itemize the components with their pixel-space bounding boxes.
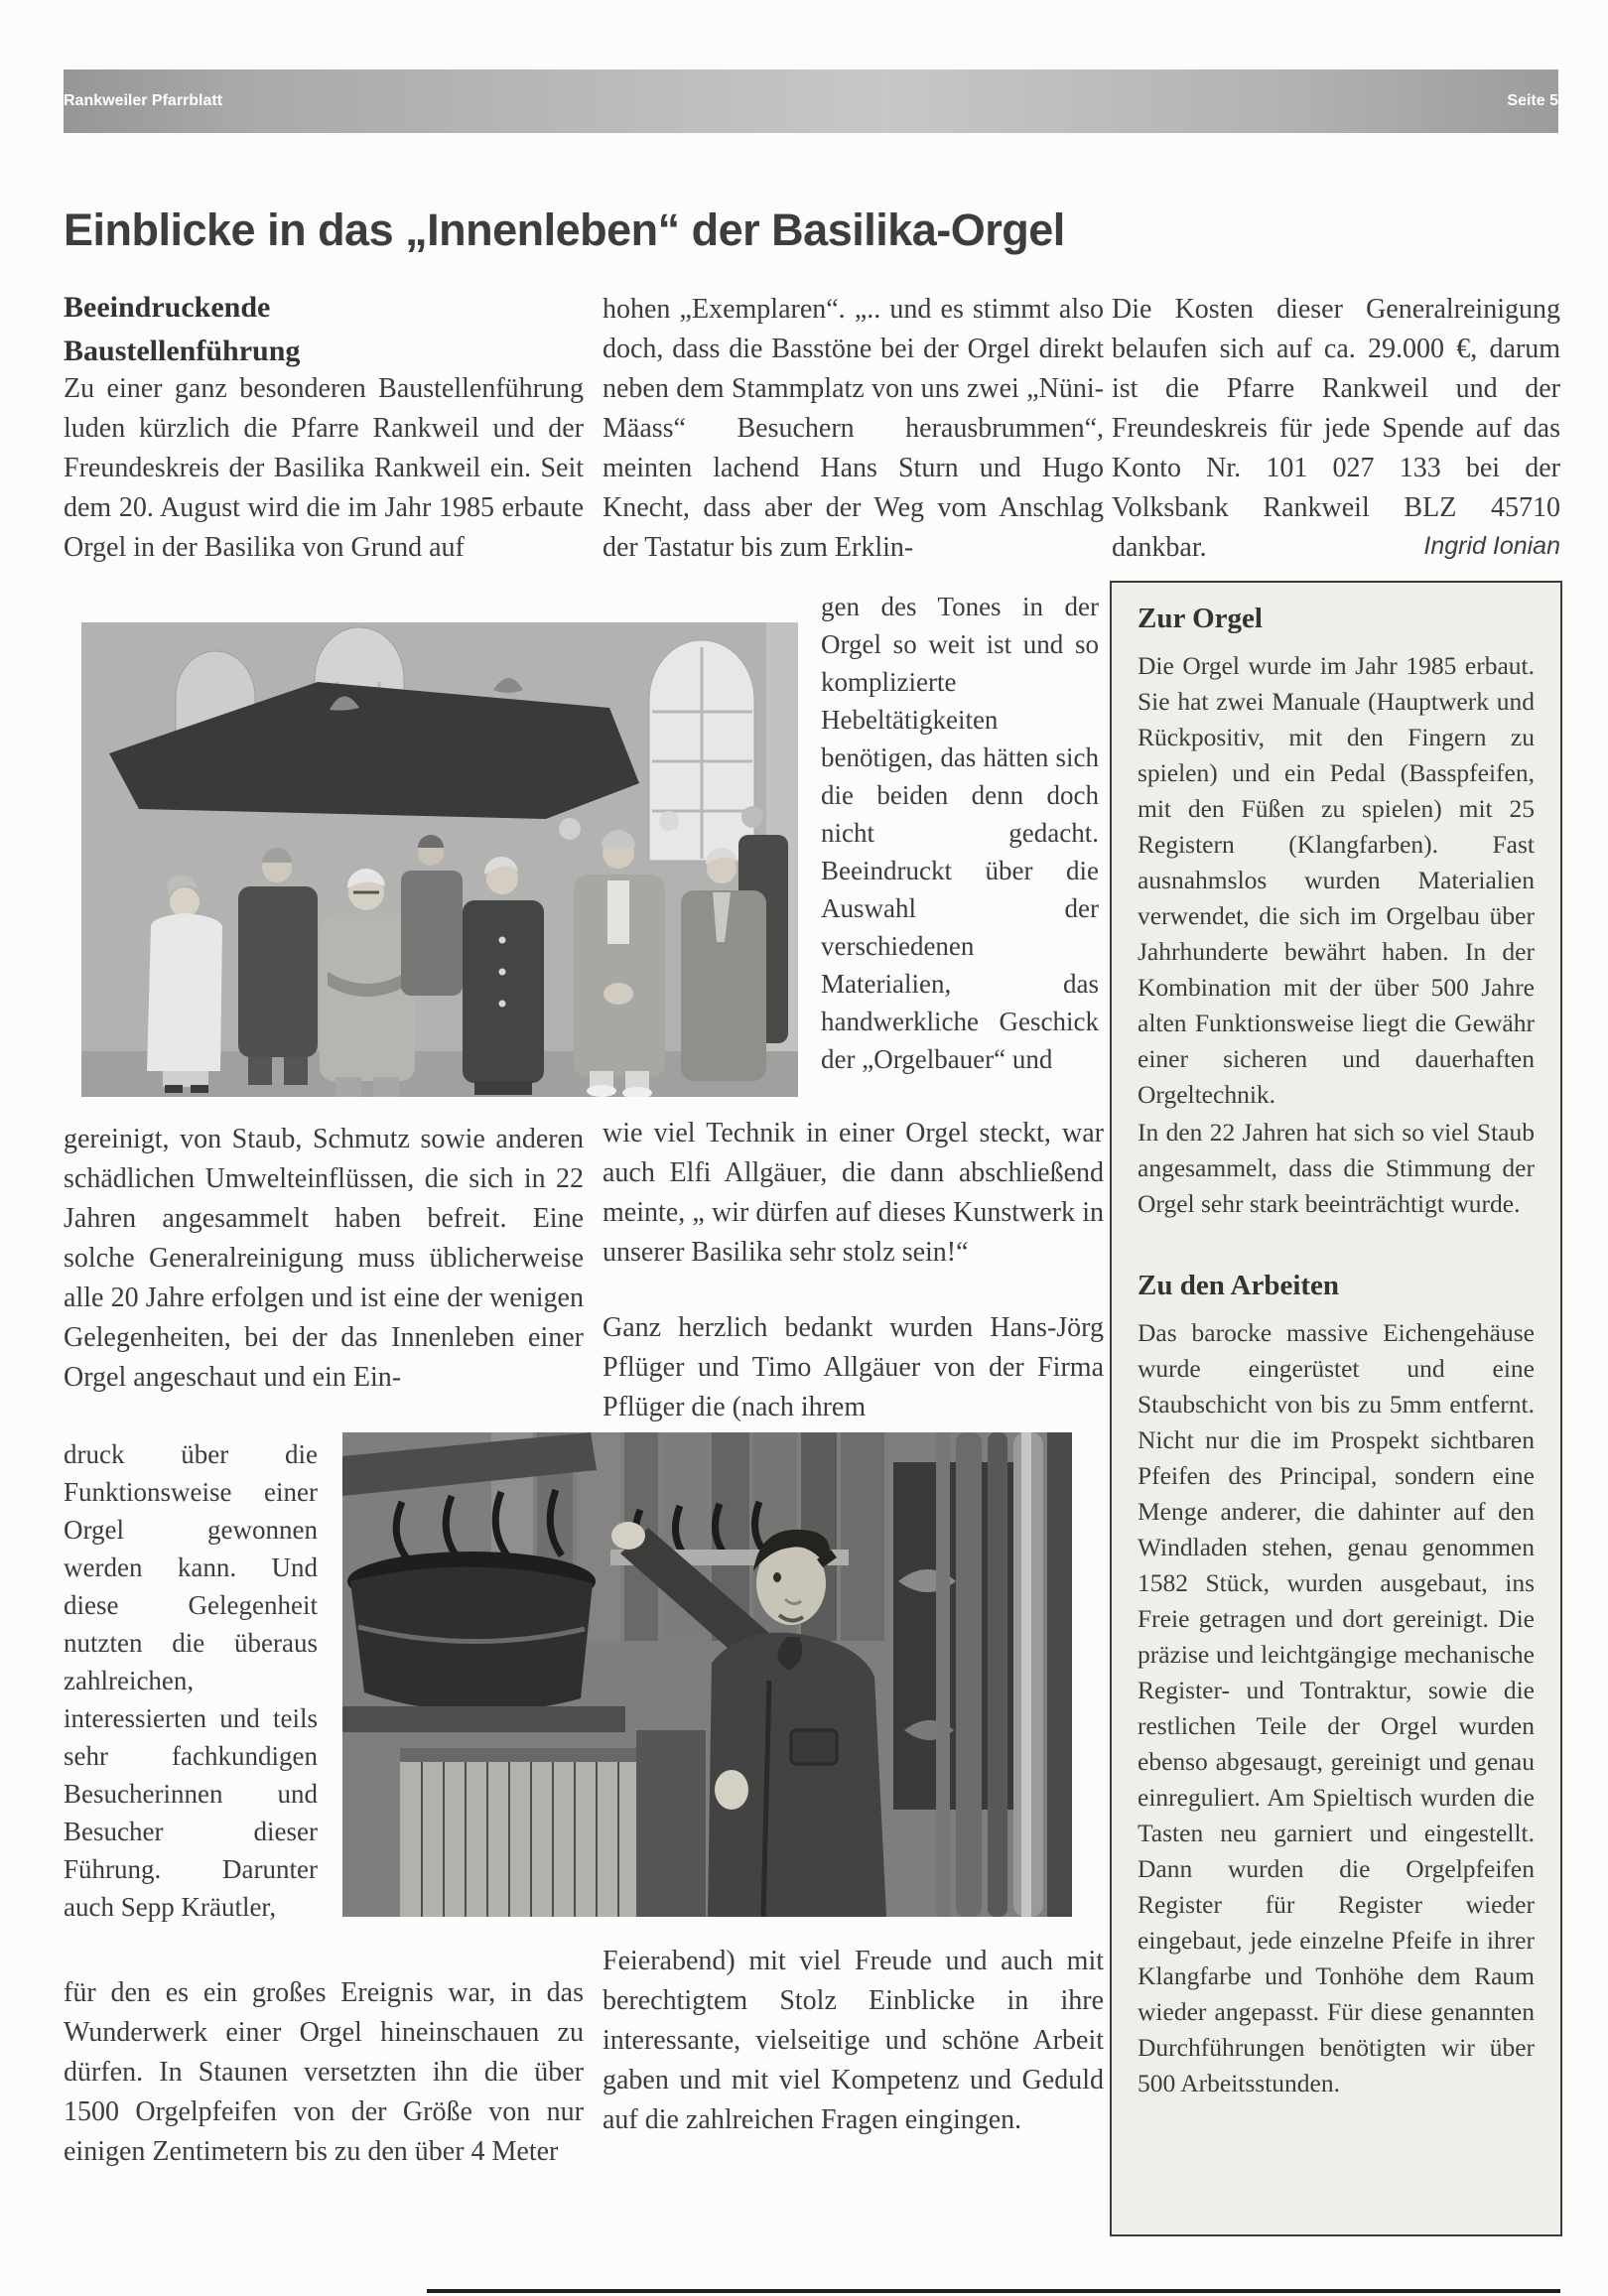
infobox-paragraph-works: Das barocke massive Eichengehäuse wurde eingerüstet und eine Staubschicht von bis zu 5mm entfernt. Nicht nur die im Prospekt sichtbaren Pfeifen des Principal, sondern eine Menge anderer, die dahinter auf den Windladen stehen, genau genommen 1582 Stück, wurden ausgebaut, ins Freie getragen und dort gereinigt. Die präzise und leichtgängige mechanische Register- und Tontraktur, sowie die restlichen Teile der Orgel wurden ebenso abgesaugt, gereinigt und genau einreguliert. Am Spieltisch wurden die Tasten neu garniert und eingestellt. Dann wurden die Orgelpfeifen Register für Register wieder eingebaut, jede einzelne Pfeife in ihrer Klangfarbe und Tonhöhe dem Raum wieder angepasst. Für diese genannten Durchführungen benötigten wir über 500 Arbeitsstunden. bbox=[1138, 1318, 1535, 2097]
masthead-bar bbox=[64, 69, 1558, 133]
publication-name: Rankweiler Pfarrblatt bbox=[64, 92, 223, 109]
article-title: Einblicke in das „Innenleben“ der Basilika-Orgel bbox=[64, 204, 1065, 255]
infobox-heading-works: Zu den Arbeiten bbox=[1138, 1270, 1340, 1301]
left-column-after-photo-paragraph: gereinigt, von Staub, Schmutz sowie anderen schädlichen Umwelteinflüssen, die sich in 22 Jahren angesammelt haben befreit. Eine solche Generalreinigung muss üblicherweise alle 20 Jahre erfolgen und ist eine der wenigen Gelegenheiten, bei der das Innenleben einer Orgel angeschaut und ein Ein- bbox=[64, 1124, 584, 1393]
left-column-bottom-paragraph: für den es ein großes Ereignis war, in das Wunderwerk einer Orgel hineinschauen zu dürfen. In Staunen versetzten ihn die über 1500 Orgelpfeifen von der Größe von nur einigen Zentimetern bis zu den über 4 Meter bbox=[64, 1977, 584, 2167]
infobox-heading-organ: Zur Orgel bbox=[1138, 603, 1263, 634]
middle-column-narrow-paragraph: gen des Tones in der Orgel so weit ist und so komplizierte Hebeltätigkeiten benötigen, das hätten sich die beiden denn doch nicht gedacht. Beeindruckt über die Auswahl der verschiedenen Materialien, das handwerkliche Geschick der „Orgelbauer“ und bbox=[821, 592, 1099, 1074]
photo-organ-builder bbox=[342, 1432, 1072, 1917]
scan-edge-line bbox=[427, 2289, 1560, 2293]
middle-column-mid-paragraph: wie viel Technik in einer Orgel steckt, war auch Elfi Allgäuer, die dann abschließend meinte, „ wir dürfen auf dieses Kunstwerk in unserer Basilika sehr stolz sein!“ bbox=[603, 1118, 1104, 1268]
author-byline: Ingrid Ionian bbox=[1423, 532, 1560, 560]
middle-column-bottom-paragraph: Feierabend) mit viel Freude und auch mit berechtigtem Stolz Einblicke in ihre interessante, vielseitige und schöne Arbeit gaben und mit viel Kompetenz und Geduld auf die zahlreichen Fragen eingingen. bbox=[603, 1946, 1104, 2135]
infobox-paragraph-organ-1: Die Orgel wurde im Jahr 1985 erbaut. Sie hat zwei Manuale (Hauptwerk und Rückpositiv, mit den Fingern zu spielen) und ein Pedal (Basspfeifen, mit den Füßen zu spielen) mit 25 Registern (Klangfarben). Fast ausnahmslos wurden Materialien verwendet, die sich im Orgelbau über Jahrhunderte bewährt haben. In der Kombination mit der über 500 Jahre alten Funktionsweise liegt die Gewähr einer sicheren und dauerhaften Orgeltechnik. bbox=[1138, 651, 1535, 1109]
left-column-heading: Beeindruckende Baustellenführung bbox=[64, 291, 301, 367]
photo-visitor-group bbox=[81, 622, 798, 1097]
photo-visitor-group-illustration bbox=[81, 622, 798, 1097]
photo-organ-builder-illustration bbox=[342, 1432, 1072, 1917]
middle-column-thanks-paragraph: Ganz herzlich bedankt wurden Hans-Jörg Pflüger und Timo Allgäuer von der Firma Pflüger die (nach ihrem bbox=[603, 1312, 1104, 1422]
page-number-label: Seite 5 bbox=[1507, 92, 1558, 109]
infobox-spacer bbox=[1138, 1224, 1535, 1266]
right-column-costs-paragraph: Die Kosten dieser Generalreinigung belaufen sich auf ca. 29.000 €, darum ist die Pfarre Rankweil und der Freundeskreis für jede Spende auf das Konto Nr. 101 027 133 bei der Volksbank Rankweil BLZ 45710 dankbar. bbox=[1112, 294, 1560, 563]
left-column-intro-paragraph: Zu einer ganz besonderen Baustellenführung luden kürzlich die Pfarre Rankweil und der Freundeskreis der Basilika Rankweil ein. Seit dem 20. August wird die im Jahr 1985 erbaute Orgel in der Basilika von Grund auf bbox=[64, 373, 584, 563]
left-column-narrow-paragraph: druck über die Funktionsweise einer Orgel gewonnen werden kann. Und diese Gelegenheit nutzten die überaus zahlreichen, interessierten und teils sehr fachkundigen Besucherinnen und Besucher dieser Führung. Darunter auch Sepp Kräutler, bbox=[64, 1439, 318, 1922]
organ-infobox bbox=[1110, 581, 1562, 2236]
middle-column-top-paragraph: hohen „Exemplaren“. „.. und es stimmt also doch, dass die Basstöne bei der Orgel direkt neben dem Stammplatz von uns zwei „Nüni-Mäass“ Besuchern herausbrummen“, meinten lachend Hans Sturn und Hugo Knecht, dass aber der Weg vom Anschlag der Tastatur bis zum Erklin- bbox=[603, 294, 1104, 563]
infobox-paragraph-organ-2: In den 22 Jahren hat sich so viel Staub angesammelt, dass die Stimmung der Orgel sehr stark beeinträchtigt wurde. bbox=[1138, 1118, 1535, 1218]
